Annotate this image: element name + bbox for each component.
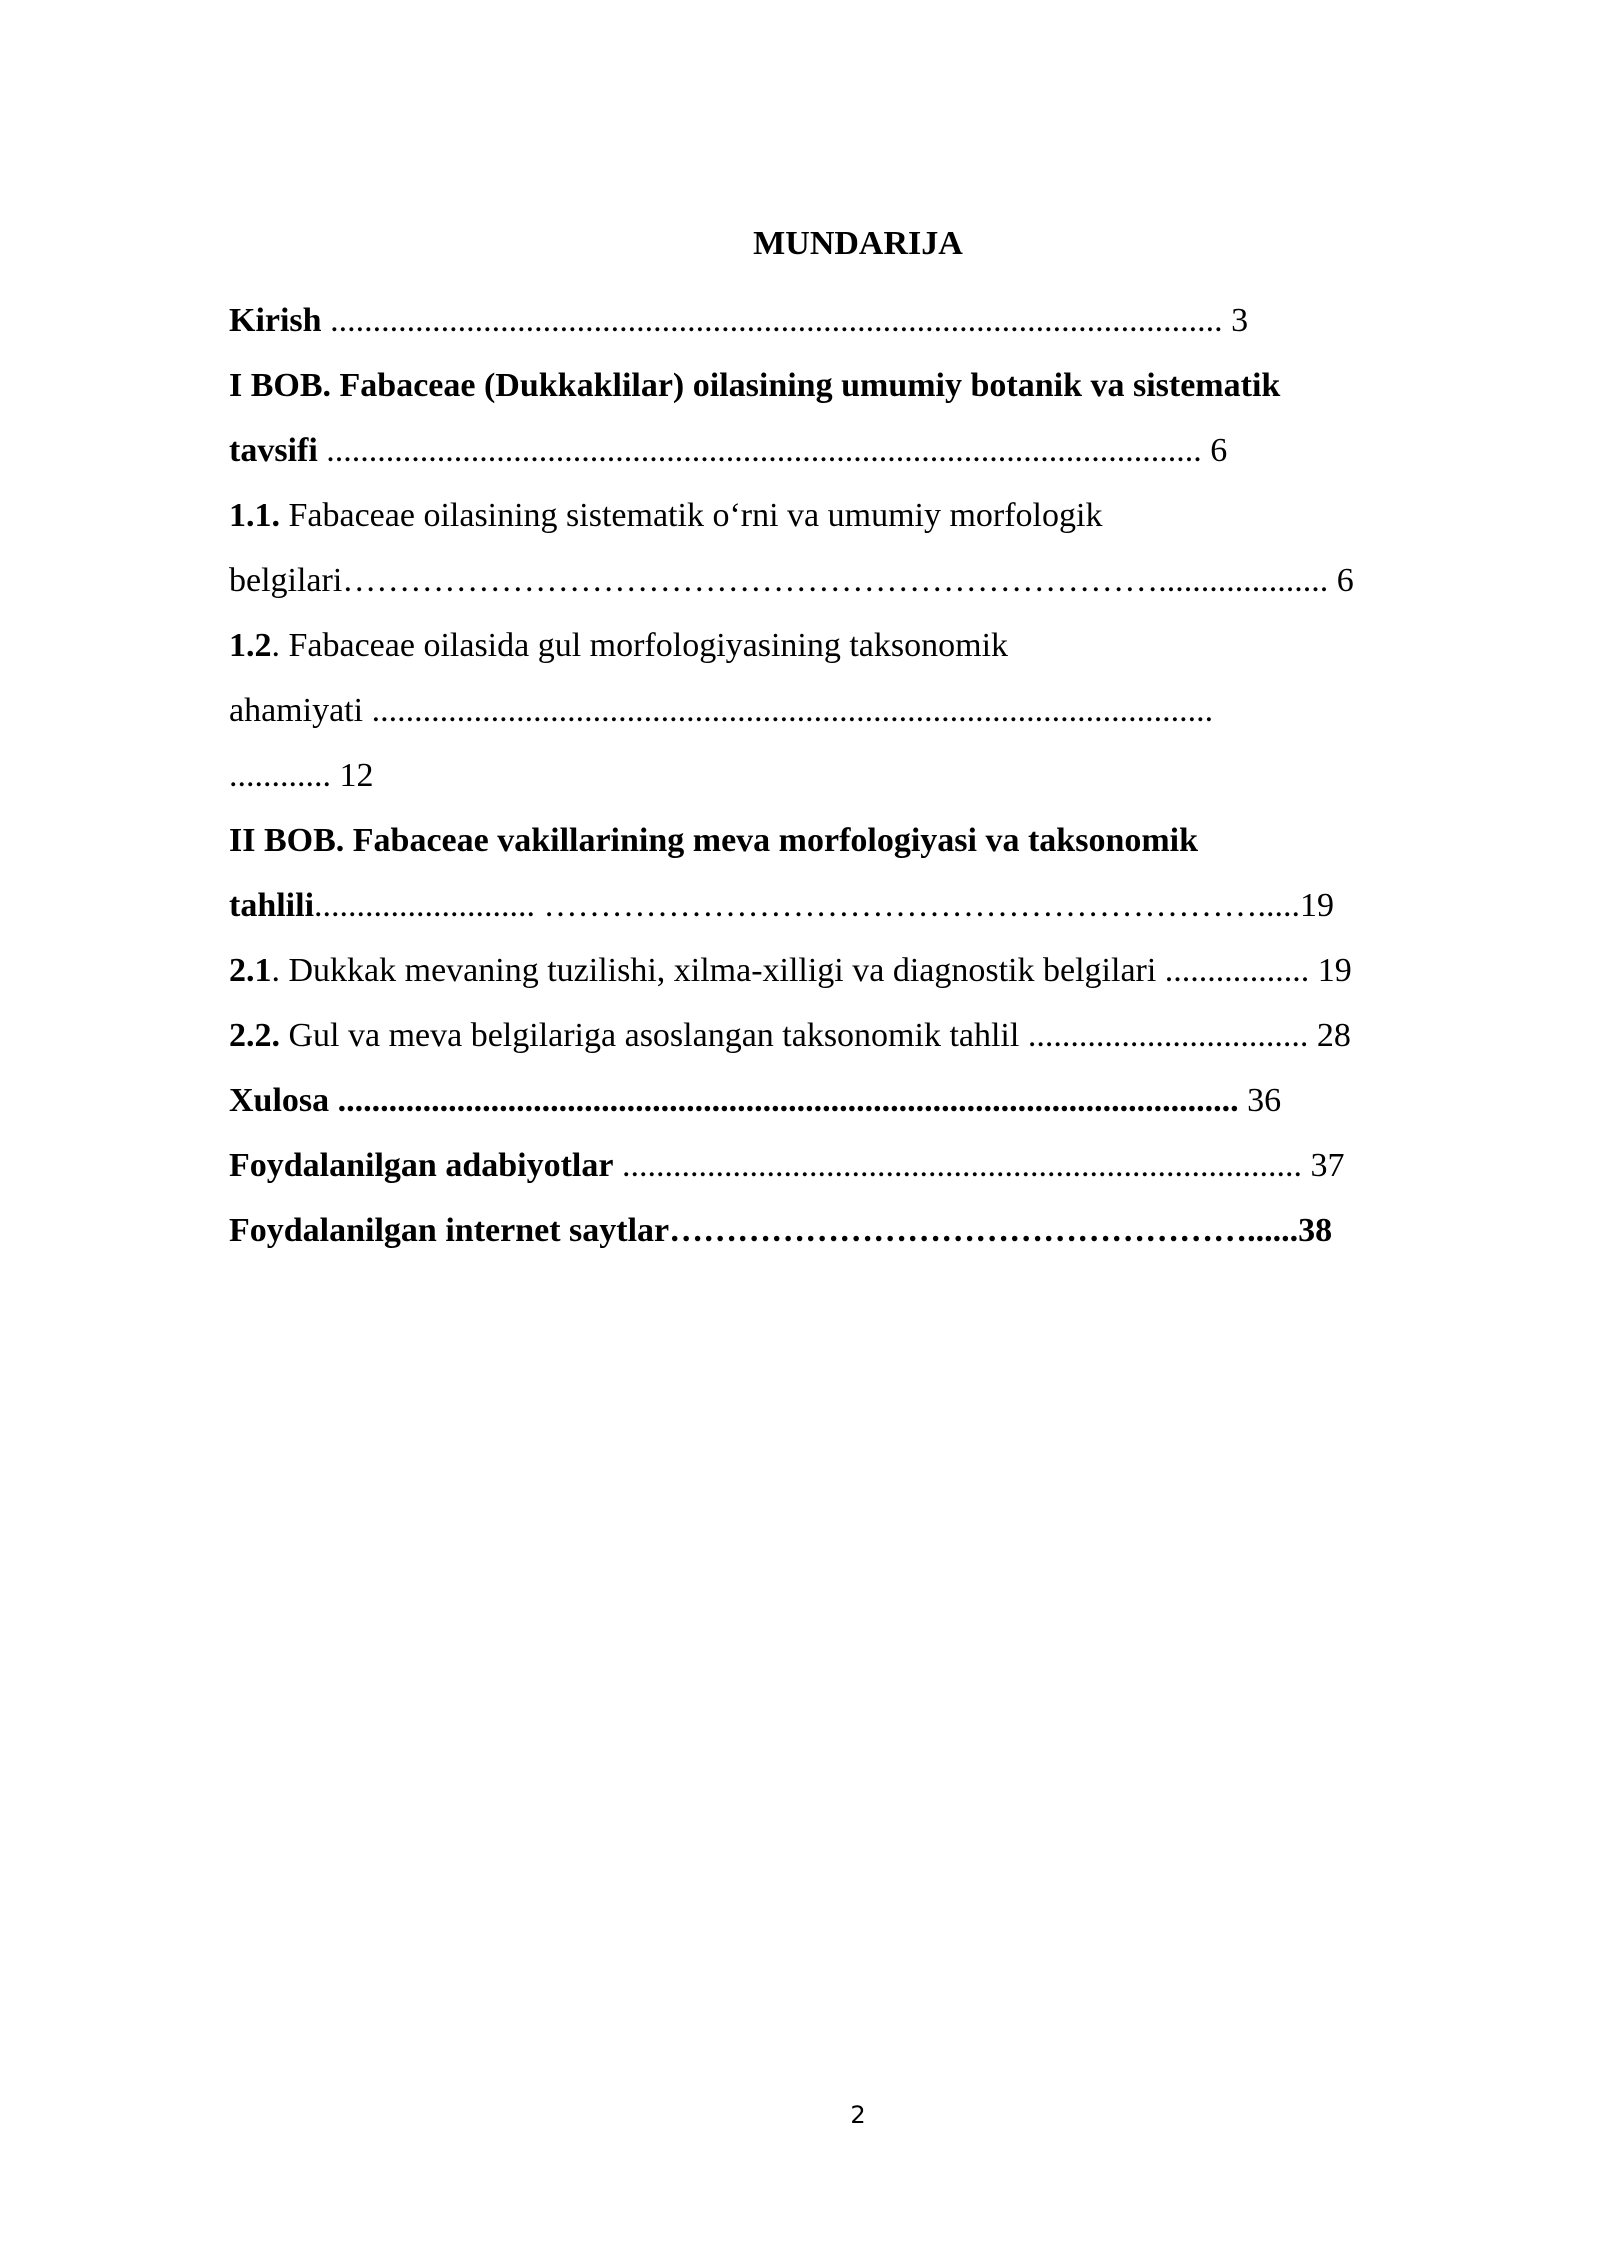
toc-page: 6 (1201, 432, 1228, 469)
toc-leader: ............ (229, 757, 331, 794)
toc-label: Foydalanilgan adabiyotlar (229, 1147, 614, 1184)
toc-leader: ……………………………………………………………….................... (342, 562, 1329, 599)
toc-entry-kirish (229, 288, 1489, 353)
toc-leader: ................................. (1019, 1017, 1309, 1054)
toc-leader: .......................................................................................................... (329, 1082, 1239, 1119)
toc-label: tavsifi (229, 432, 318, 469)
toc-label: tahlili (229, 887, 315, 924)
toc-text: Gul va meva belgilariga asoslangan taksonomik tahlil (280, 1017, 1020, 1054)
toc-page: 36 (1238, 1082, 1282, 1119)
toc-text: . Fabaceae oilasida gul morfologiyasining taksonomik (271, 627, 1009, 664)
toc-section-number: 2.1 (229, 952, 272, 989)
toc-entry-1-2-line2 (229, 678, 1489, 743)
toc-label: belgilari (229, 562, 343, 599)
toc-label: Foydalanilgan internet saytlar (229, 1212, 670, 1249)
toc-label: Kirish (229, 302, 322, 339)
toc-entry-adabiyotlar (229, 1133, 1489, 1198)
toc-page: 6 (1328, 562, 1354, 599)
toc-page: 37 (1301, 1147, 1345, 1184)
toc-entry-xulosa (229, 1068, 1489, 1133)
toc-leader: .......................... ………………………………………………………..... (314, 887, 1301, 924)
table-of-contents (229, 288, 1489, 1263)
toc-page: 19 (1309, 952, 1352, 989)
toc-entry-2-2 (229, 1003, 1489, 1068)
page-number: 2 (850, 2101, 866, 2129)
toc-leader: ....................................................................................................... (317, 432, 1202, 469)
toc-section-number: 1.2 (229, 627, 272, 664)
toc-leader: ................................................................................ (613, 1147, 1302, 1184)
toc-entry-bob1-line2 (229, 418, 1489, 483)
toc-leader: ......................................................................................................... (321, 302, 1223, 339)
toc-entry-internet-saytlar (229, 1198, 1489, 1263)
toc-entry-1-2-line3 (229, 743, 1489, 808)
toc-page: 28 (1308, 1017, 1351, 1054)
toc-page: 38 (1298, 1212, 1333, 1249)
toc-section-number: 2.2. (229, 1017, 280, 1054)
toc-leader: ……………………………………………...... (669, 1212, 1299, 1249)
toc-entry-1-2-line1 (229, 613, 1489, 678)
toc-page: 12 (331, 757, 374, 794)
toc-text: . Dukkak mevaning tuzilishi, xilma-xilligi va diagnostik belgilari (271, 952, 1157, 989)
toc-label: ahamiyati (229, 692, 364, 729)
toc-label: Xulosa (229, 1082, 330, 1119)
toc-entry-1-1-line1 (229, 483, 1489, 548)
toc-title: MUNDARIJA (753, 225, 963, 262)
toc-page: 19 (1300, 887, 1335, 924)
toc-entry-bob1-line1: I BOB. Fabaceae (Dukkaklilar) oilasining umumiy botanik va sistematik (229, 367, 1281, 404)
toc-entry-1-1-line2 (229, 548, 1489, 613)
toc-entry-bob2-line1: II BOB. Fabaceae vakillarining meva morfologiyasi va taksonomik (229, 822, 1199, 859)
toc-page: 3 (1222, 302, 1249, 339)
toc-entry-bob2-line2 (229, 873, 1489, 938)
toc-leader: ................................................................................................... (363, 692, 1214, 729)
toc-entry-2-1 (229, 938, 1489, 1003)
toc-leader: ................. (1156, 952, 1310, 989)
toc-text: Fabaceae oilasining sistematik o‘rni va umumiy morfologik (280, 497, 1103, 534)
toc-section-number: 1.1. (229, 497, 280, 534)
